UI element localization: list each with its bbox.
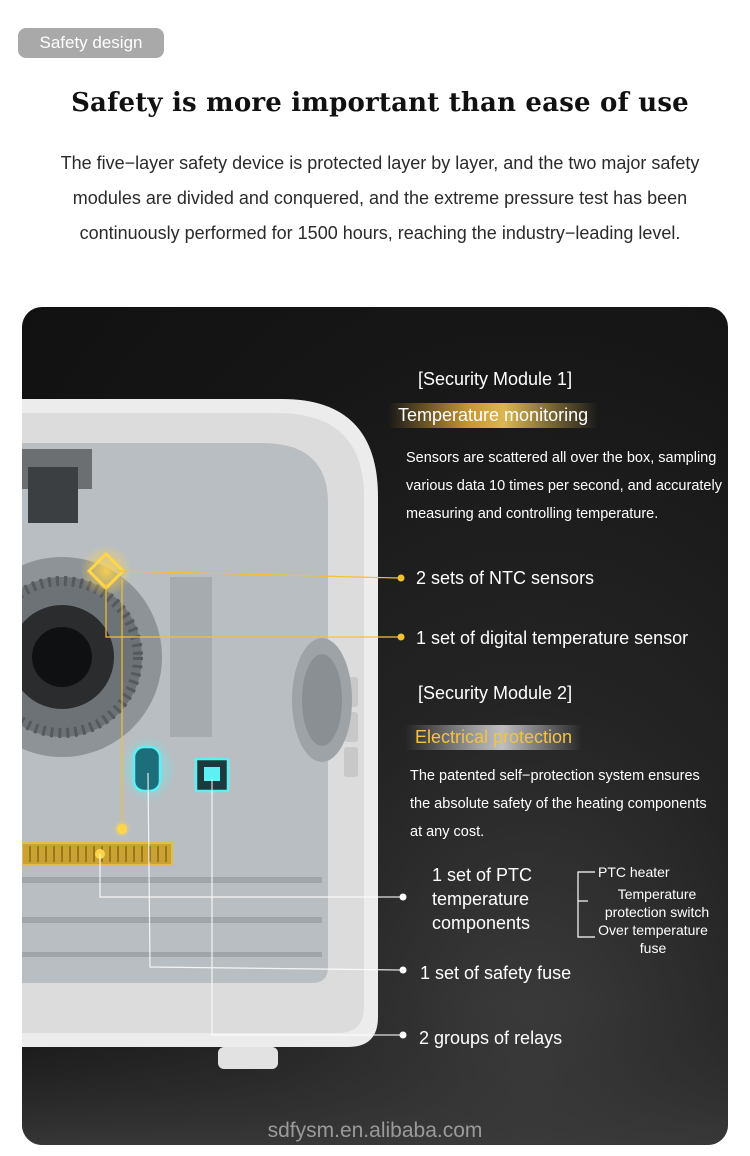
- incubator-illustration: [22, 307, 728, 1145]
- ntc-sensors-label: 2 sets of NTC sensors: [416, 568, 595, 588]
- module-1-highlight: Temperature monitoring: [388, 403, 598, 428]
- protection-switch-label: Temperature protection switch: [604, 886, 710, 920]
- ptc-heater-label: PTC heater: [598, 864, 670, 880]
- over-temperature-fuse-label: Over temperature fuse: [598, 922, 708, 956]
- module-2-title: [Security Module 2]: [418, 683, 573, 703]
- page-title: Safety is more important than ease of use: [71, 88, 689, 118]
- module-1-description: Sensors are scattered all over the box, sampling various data 10 times per second, and accurately measuring and controlling temperature.: [406, 450, 722, 522]
- safety-fuse-label: 1 set of safety fuse: [420, 963, 572, 983]
- module-2-highlight: Electrical protection: [405, 725, 582, 750]
- module-2-description: The patented self−protection system ensures the absolute safety of the heating components at any cost.: [410, 768, 707, 840]
- product-diagram-panel: [22, 307, 728, 1145]
- watermark: sdfysm.en.alibaba.com: [267, 1119, 483, 1142]
- relays-label: 2 groups of relays: [419, 1028, 563, 1048]
- intro-paragraph: The five−layer safety device is protected layer by layer, and the two major safety modules are divided and conquered, and the extreme pressure test has been continuously performed for 1500 hours, reaching the industry−leading level.: [60, 153, 700, 243]
- section-badge: Safety design: [18, 28, 164, 58]
- digital-sensor-label: 1 set of digital temperature sensor: [416, 628, 689, 648]
- module-1-title: [Security Module 1]: [418, 369, 573, 389]
- ptc-components-label: 1 set of PTC temperature components: [432, 865, 533, 933]
